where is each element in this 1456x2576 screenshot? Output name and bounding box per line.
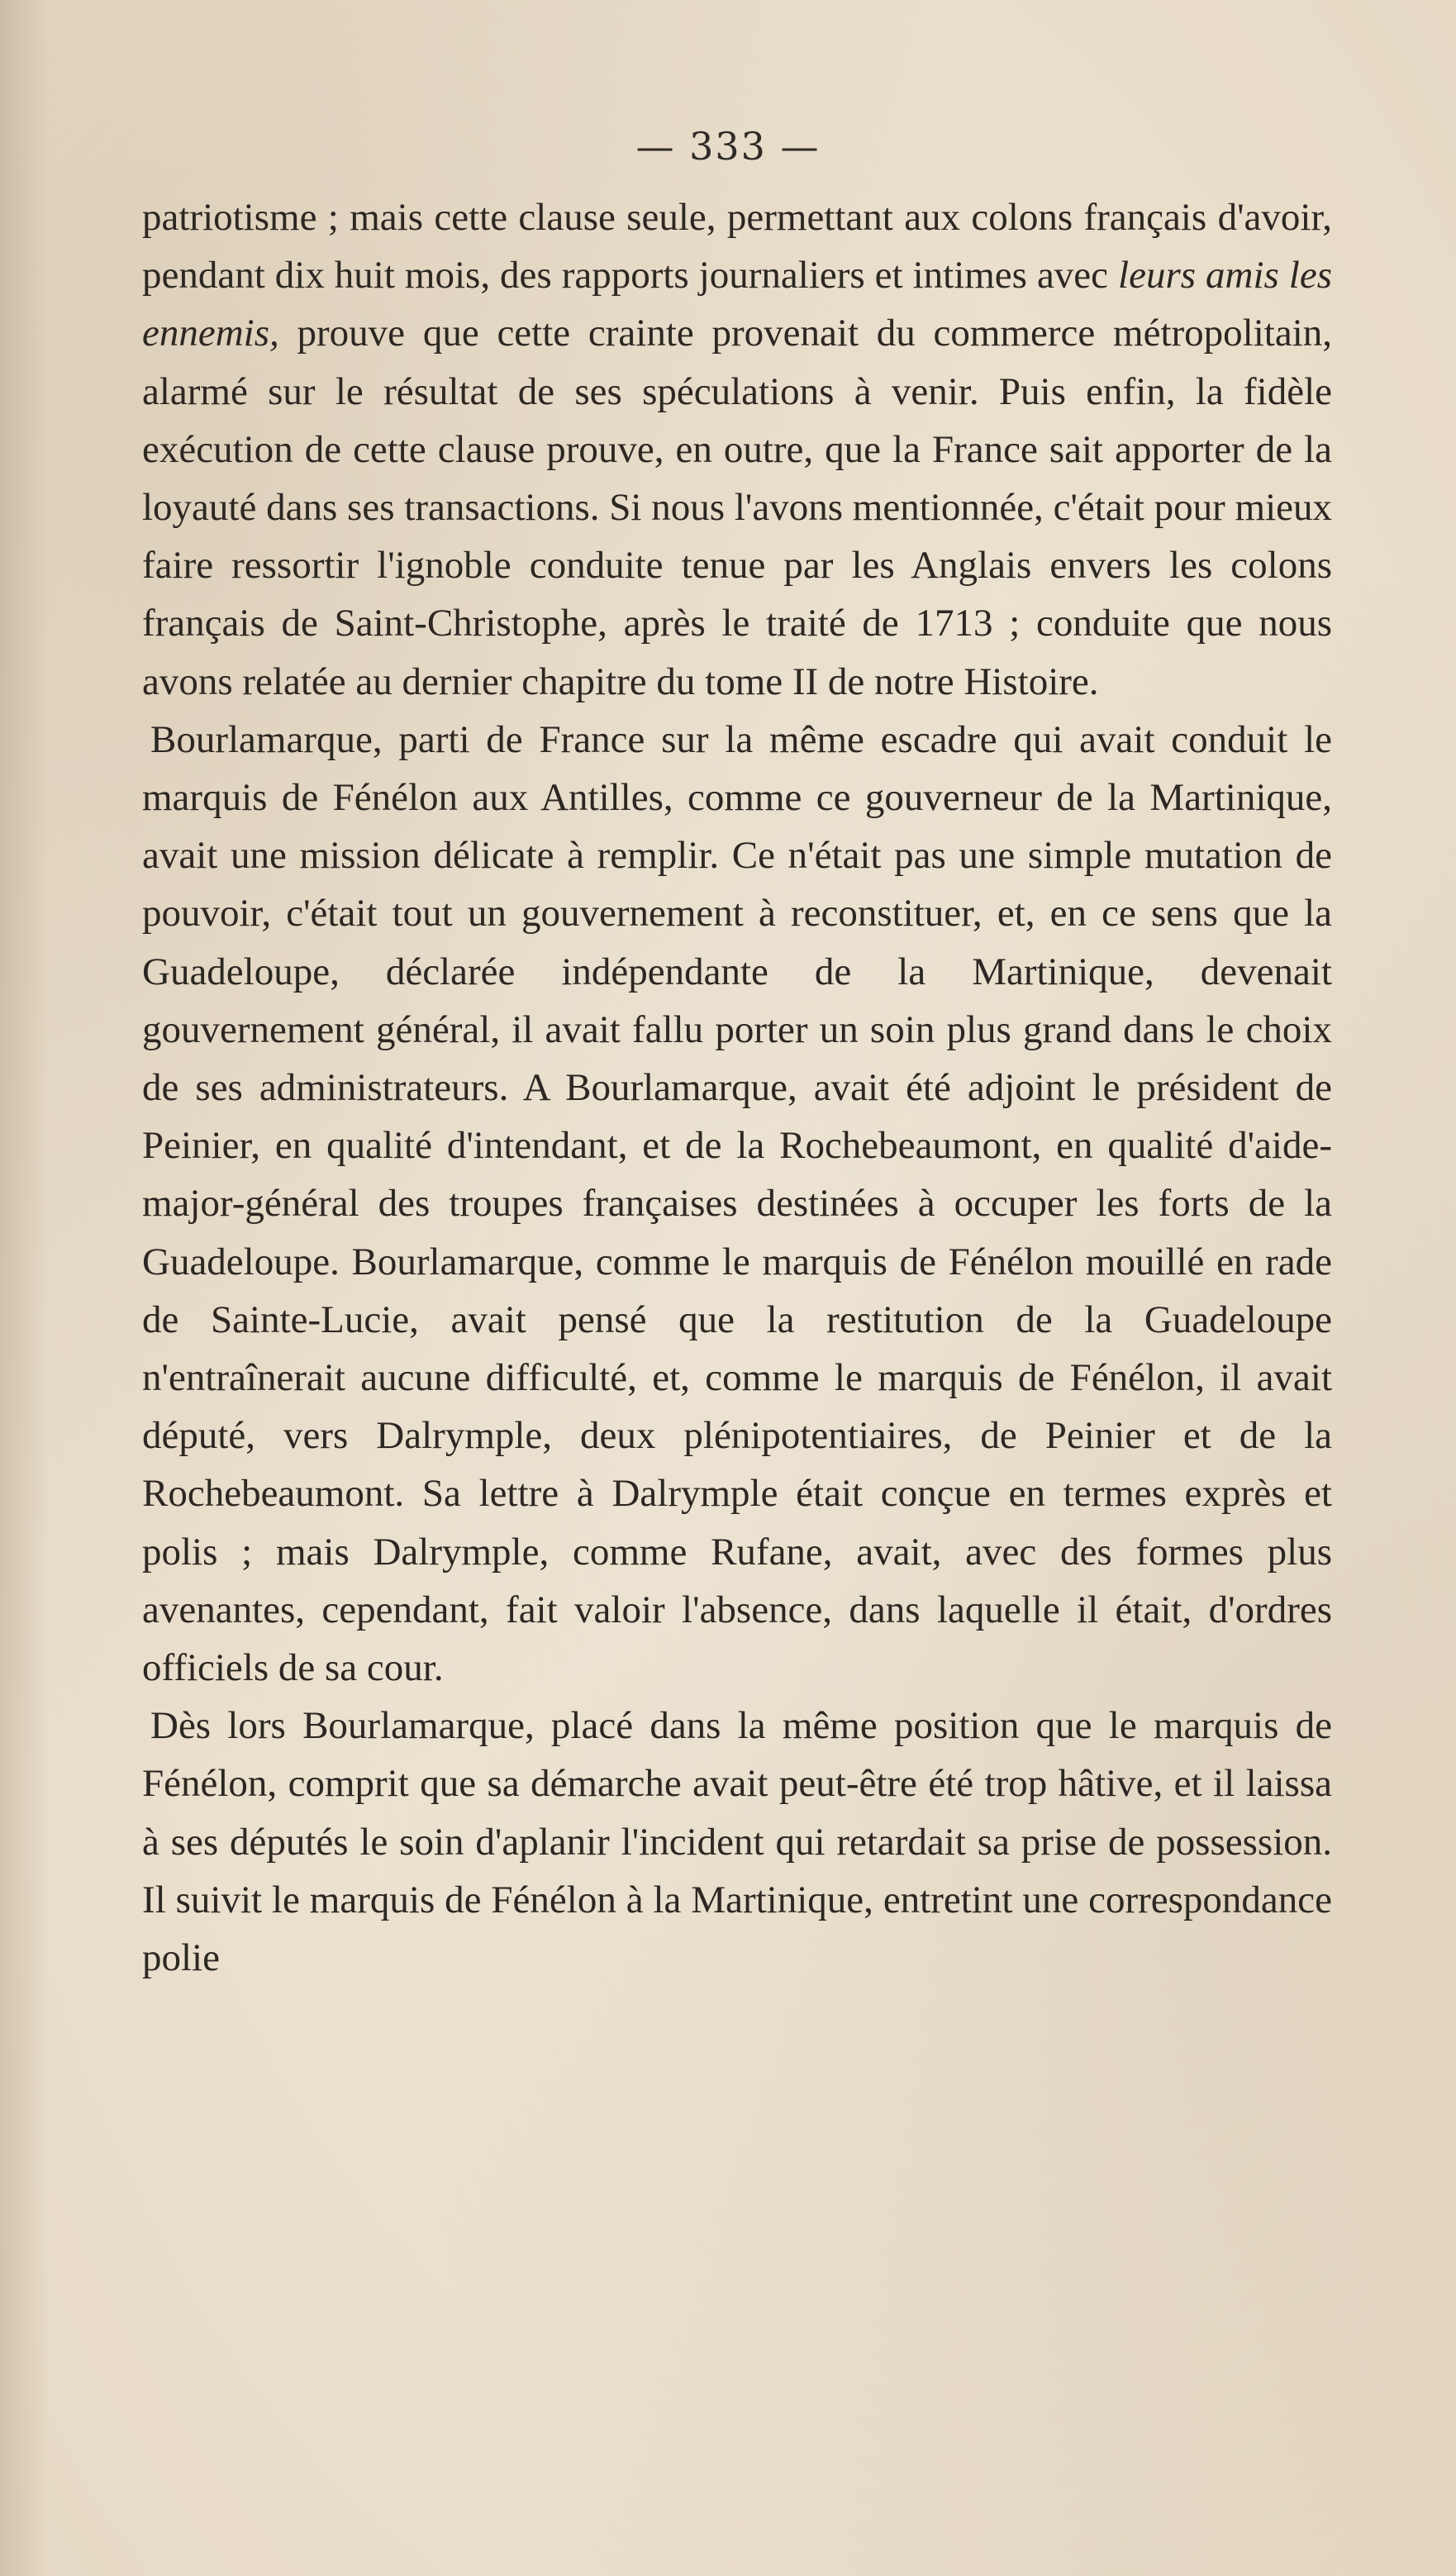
paragraph-1-end: prouve que cette crainte provenait du commerce métropolitain, alarmé sur le résultat de ses spéculations à venir. Puis enfin, la fidèle exécution de cette clause prouve, en outre, que la France sait apporter de la loyauté dans ses transactions. Si nous l'avons mentionnée, c'était pour mieux faire ressortir l'ignoble conduite tenue par les Anglais envers les colons français de Saint-Christophe, après le traité de 1713 ; conduite que nous avons relatée au dernier chapitre du tome II de notre Histoire. <box>142 312 1332 703</box>
body-text <box>142 188 1332 1987</box>
page-gutter-shadow <box>0 0 50 2576</box>
paragraph-3: Dès lors Bourlamarque, placé dans la même position que le marquis de Fénélon, comprit que sa démarche avait peut-être été trop hâtive, et il laissa à ses députés le soin d'aplanir l'incident qui retardait sa prise de possession. Il suivit le marquis de Fénélon à la Martinique, entretint une correspondance polie <box>142 1704 1332 1980</box>
paragraph-2: Bourlamarque, parti de France sur la même escadre qui avait conduit le marquis de Fénélon aux Antilles, comme ce gouverneur de la Martinique, avait une mission délicate à remplir. Ce n'était pas une simple mutation de pouvoir, c'était tout un gouvernement à reconstituer, et, en ce sens que la Guadeloupe, déclarée indépendante de la Martinique, devenait gouvernement général, il avait fallu porter un soin plus grand dans le choix de ses administrateurs. A Bourlamarque, avait été adjoint le président de Peinier, en qualité d'intendant, et de la Rochebeaumont, en qualité d'aide-major-général des troupes françaises destinées à occuper les forts de la Guadeloupe. Bourlamarque, comme le marquis de Fénélon mouillé en rade de Sainte-Lucie, avait pensé que la restitution de la Guadeloupe n'entraînerait aucune difficulté, et, comme le marquis de Fénélon, il avait député, vers Dalrymple, deux plénipotentiaires, de Peinier et de la Rochebeaumont. Sa lettre à Dalrymple était conçue en termes exprès et polis ; mais Dalrymple, comme Rufane, avait, avec des formes plus avenantes, cependant, fait valoir l'absence, dans laquelle il était, d'ordres officiels de sa cour. <box>142 717 1332 1690</box>
paragraph-1 <box>142 188 1332 711</box>
paragraph-1-italic: leurs amis les ennemis, <box>142 254 1333 355</box>
page-number: — 333 — <box>635 124 821 169</box>
paragraph-1-start: patriotisme ; mais cette clause seule, permettant aux colons français d'avoir, pendant dix huit mois, des rapports journaliers et intimes avec <box>142 196 1332 298</box>
